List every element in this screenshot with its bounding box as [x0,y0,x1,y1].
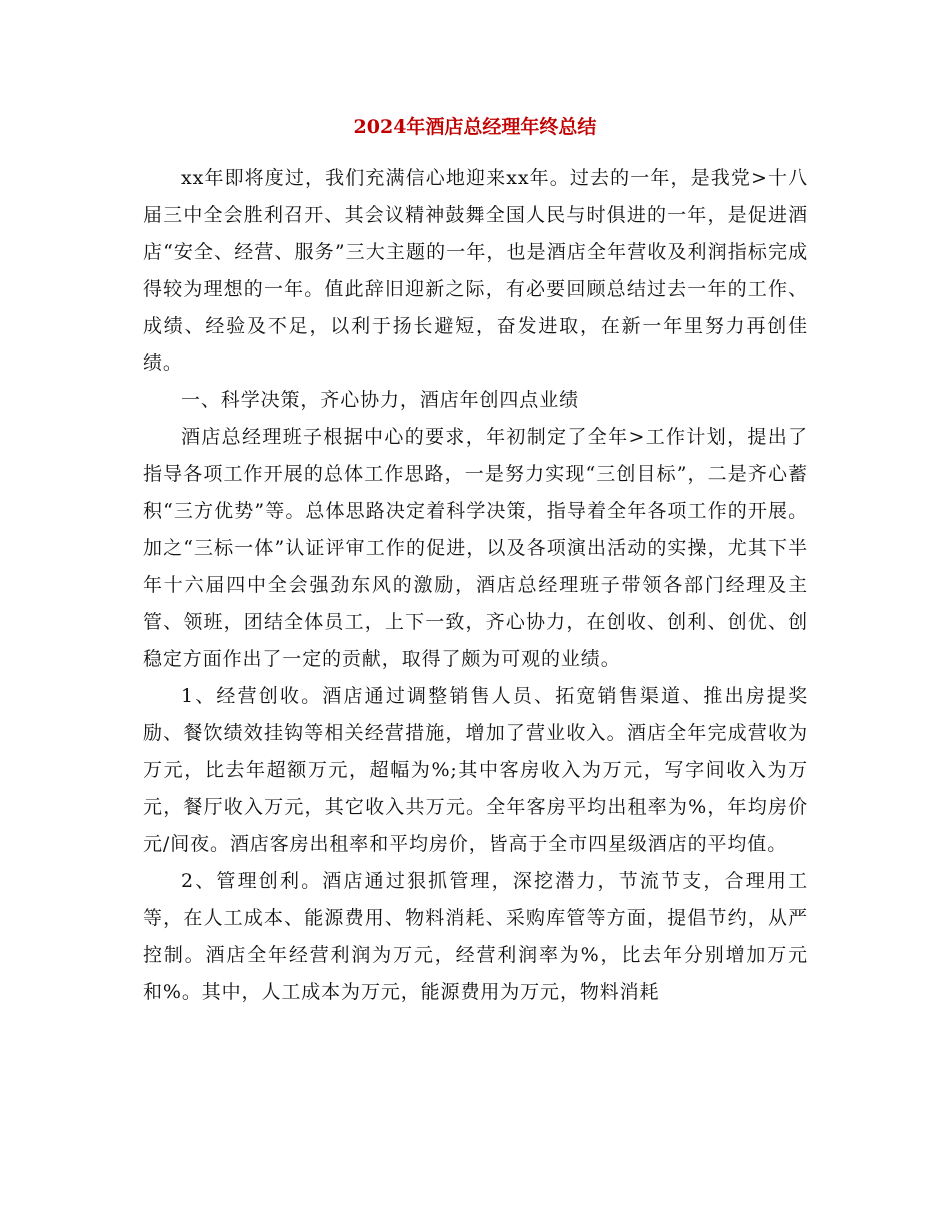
document-title: 2024年酒店总经理年终总结 [353,116,597,138]
section-heading-1: 一、科学决策，齐心协力，酒店年创四点业绩 [181,389,580,411]
paragraph-section-1: 酒店总经理班子根据中心的要求，年初制定了全年>工作计划，提出了指导各项工作开展的总体工作思路，一是努力实现“三创目标”，二是齐心蓄积“三方优势”等。总体思路决定着科学决策，指导着全年各项工作的开展。加之“三标一体”认证评审工作的促进，以及各项演出活动的实操，尤其下半年十六届四中全会强劲东风的激励，酒店总经理班子带领各部门经理及主管、领班，团结全体员工，上下一致，齐心协力，在创收、创利、创优、创稳定方面作出了一定的贡献，取得了颇为可观的业绩。 [143,426,808,670]
document-body [143,160,808,1011]
paragraph-item-1: 1、经营创收。酒店通过调整销售人员、拓宽销售渠道、推出房提奖励、餐饮绩效挂钩等相关经营措施，增加了营业收入。酒店全年完成营收为万元，比去年超额万元，超幅为%;其中客房收入为万元，写字间收入为万元，餐厅收入万元，其它收入共万元。全年客房平均出租率为%，年均房价元/间夜。酒店客房出租率和平均房价，皆高于全市四星级酒店的平均值。 [143,685,808,855]
paragraph-intro: xx年即将度过，我们充满信心地迎来xx年。过去的一年，是我党>十八届三中全会胜利召开、其会议精神鼓舞全国人民与时俱进的一年，是促进酒店“安全、经营、服务”三大主题的一年，也是酒店全年营收及利润指标完成得较为理想的一年。值此辞旧迎新之际，有必要回顾总结过去一年的工作、成绩、经验及不足，以利于扬长避短，奋发进取，在新一年里努力再创佳绩。 [143,167,808,374]
paragraph-item-2: 2、管理创利。酒店通过狠抓管理，深挖潜力，节流节支，合理用工等，在人工成本、能源费用、物料消耗、采购库管等方面，提倡节约，从严控制。酒店全年经营利润为万元，经营利润率为%，比去年分别增加万元和%。其中，人工成本为万元，能源费用为万元，物料消耗 [143,870,808,1003]
